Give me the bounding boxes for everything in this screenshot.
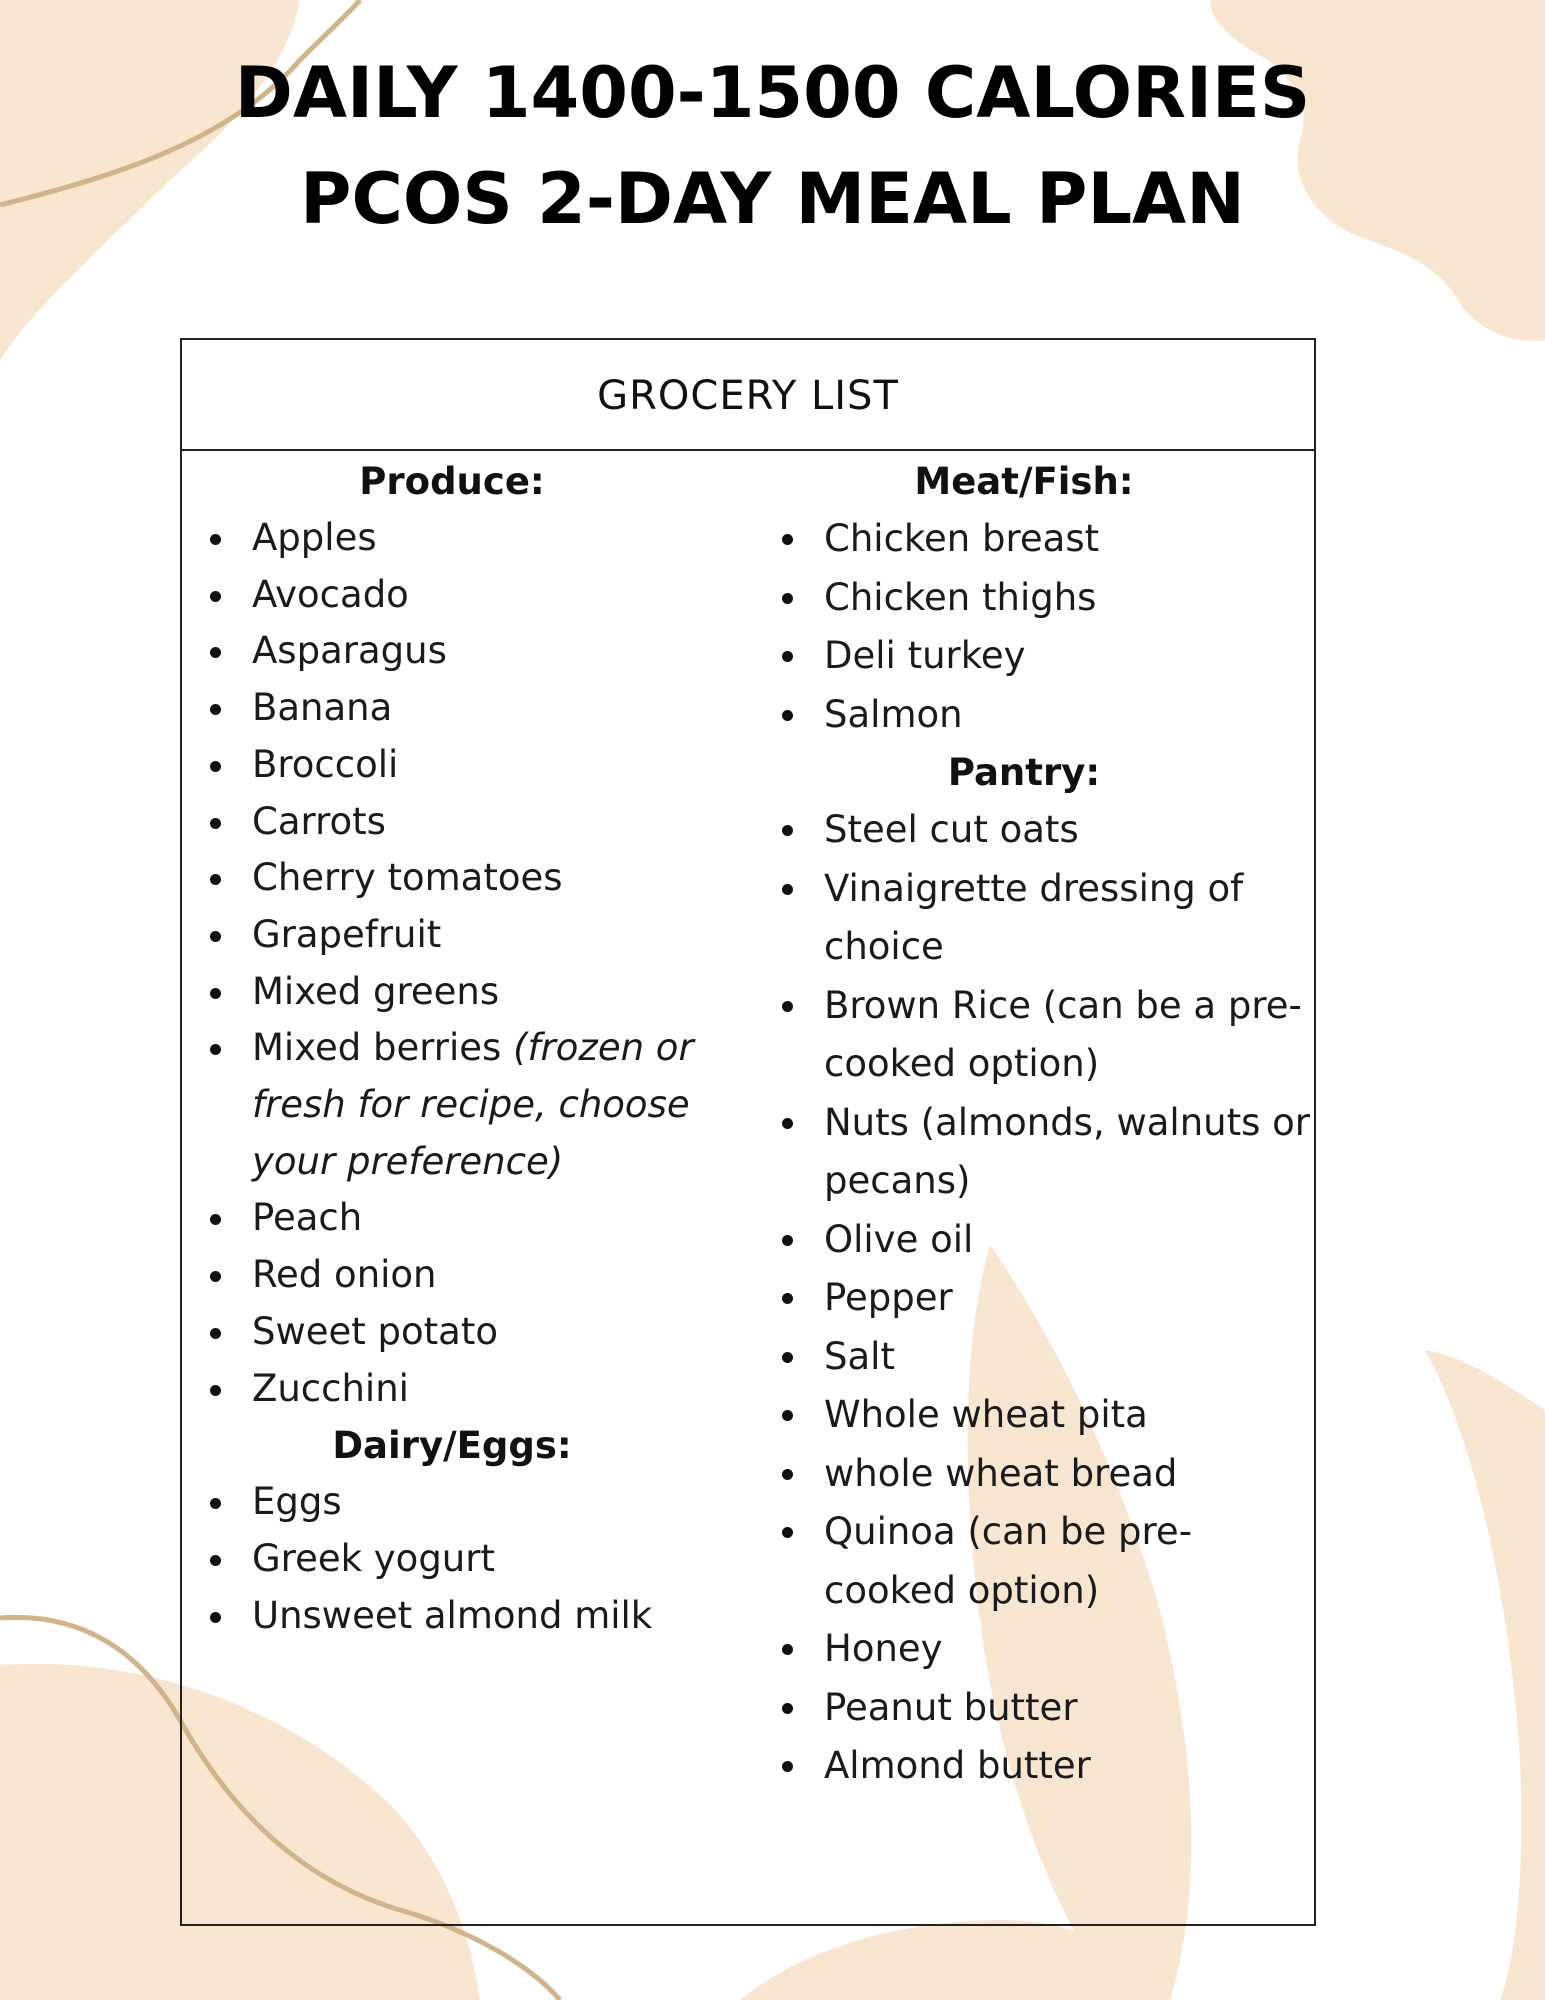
list-item: Vinaigrette dressing of choice <box>774 860 1314 977</box>
grocery-list-left-column <box>202 453 762 1644</box>
list-item: Olive oil <box>774 1211 1314 1270</box>
list-item: Whole wheat pita <box>774 1386 1314 1445</box>
list-item: Peanut butter <box>774 1679 1314 1738</box>
list-item: Chicken breast <box>774 510 1314 569</box>
list-item: Apples <box>202 510 762 567</box>
list-item: Banana <box>202 680 762 737</box>
item-label: Mixed berries <box>252 1026 502 1070</box>
grocery-list-heading: GROCERY LIST <box>182 340 1314 451</box>
title-line-1: DAILY 1400-1500 CALORIES <box>234 52 1311 134</box>
list-item: Quinoa (can be pre-cooked option) <box>774 1503 1314 1620</box>
list-item: Carrots <box>202 794 762 851</box>
list-item: Brown Rice (can be a pre-cooked option) <box>774 977 1314 1094</box>
item-note: (frozen or fresh for recipe, choose your preference) <box>252 1026 694 1183</box>
list-item: Zucchini <box>202 1361 762 1418</box>
list-item: Honey <box>774 1620 1314 1679</box>
grocery-list-right-column <box>774 453 1314 1796</box>
list-item: Mixed greens <box>202 964 762 1021</box>
list-item: Grapefruit <box>202 907 762 964</box>
title-line-2: PCOS 2-DAY MEAL PLAN <box>300 158 1245 240</box>
list-item-mixed-berries <box>202 1020 762 1190</box>
list-item: Chicken thighs <box>774 569 1314 628</box>
list-item: Salmon <box>774 686 1314 745</box>
list-item: Eggs <box>202 1474 762 1531</box>
leaf-shape-bottom-right-edge <box>1425 1350 1545 2000</box>
list-item: Red onion <box>202 1247 762 1304</box>
list-item: Avocado <box>202 567 762 624</box>
grocery-list-box <box>180 338 1316 1926</box>
list-item: Almond butter <box>774 1737 1314 1796</box>
list-item: Nuts (almonds, walnuts or pecans) <box>774 1094 1314 1211</box>
dairy-eggs-heading: Dairy/Eggs: <box>332 1424 572 1468</box>
dairy-eggs-list <box>202 1474 762 1644</box>
meat-fish-heading: Meat/Fish: <box>914 460 1134 503</box>
list-item: Asparagus <box>202 623 762 680</box>
pantry-list <box>774 801 1314 1796</box>
list-item: Deli turkey <box>774 627 1314 686</box>
list-item: Unsweet almond milk <box>202 1588 762 1645</box>
produce-heading: Produce: <box>359 460 545 503</box>
list-item: Cherry tomatoes <box>202 850 762 907</box>
list-item: Peach <box>202 1190 762 1247</box>
list-item: Pepper <box>774 1269 1314 1328</box>
produce-list <box>202 510 762 1417</box>
list-item: whole wheat bread <box>774 1445 1314 1504</box>
list-item: Broccoli <box>202 737 762 794</box>
list-item: Greek yogurt <box>202 1531 762 1588</box>
pantry-heading: Pantry: <box>947 751 1101 794</box>
page-title <box>0 40 1545 252</box>
list-item: Steel cut oats <box>774 801 1314 860</box>
meat-fish-list <box>774 510 1314 744</box>
list-item: Sweet potato <box>202 1304 762 1361</box>
list-item: Salt <box>774 1328 1314 1387</box>
